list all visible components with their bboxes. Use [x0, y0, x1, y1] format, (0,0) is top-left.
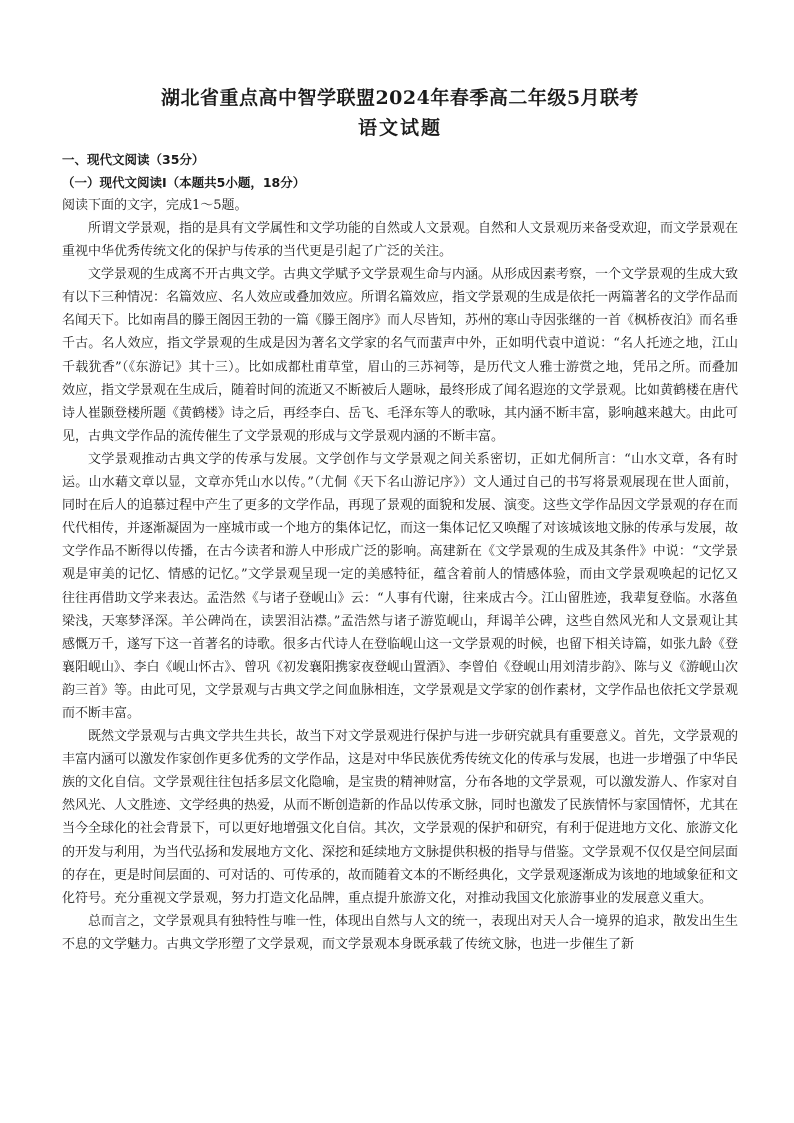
paragraph-2: 文学景观的生成离不开古典文学。古典文学赋予文学景观生命与内涵。从形成因素考察，一个文学景观的生成大致有以下三种情况：名篇效应、名人效应或叠加效应。所谓名篇效应，指文学景观的生成是依托一两篇著名的文学作品而名闻天下。比如南昌的滕王阁因王勃的一篇《滕王阁序》而人尽皆知，苏州的寒山寺因张继的一首《枫桥夜泊》而名垂千古。名人效应，指文学景观的生成是因为著名文学家的名气而蜚声中外，正如明代袁中道说：“名人托迹之地，江山千载犹香”（《东游记》其十三）。比如成都杜甫草堂，眉山的三苏祠等，是历代文人雅士游赏之地，凭吊之所。而叠加效应，指文学景观在生成后，随着时间的流逝又不断被后人题咏，最终形成了闻名遐迩的文学景观。比如黄鹤楼在唐代诗人崔颢登楼所题《黄鹤楼》诗之后，再经李白、岳飞、毛泽东等人的歌咏，其内涵不断丰富，影响越来越大。由此可见，古典文学作品的流传催生了文学景观的形成与文学景观内涵的不断丰富。	[62, 267, 739, 444]
exam-subject: 语文试题	[357, 117, 442, 139]
paragraph-3: 文学景观推动古典文学的传承与发展。文学创作与文学景观之间关系密切，正如尤侗所言：“山水文章，各有时运。山水藉文章以显，文章亦凭山水以传。”（尤侗《天下名山游记序》）文人通过自己的书写将景观展现在世人面前，同时在后人的追慕过程中产生了更多的文学作品，再现了景观的面貌和发展、演变。这些文学作品因文学景观的存在而代代相传，并逐渐凝固为一座城市或一个地方的集体记忆，而这一集体记忆又唤醒了对该城该地文脉的传承与发展，故文学作品不断得以传播，在古今读者和游人中形成广泛的影响。高建新在《文学景观的生成及其条件》中说：“文学景观是审美的记忆、情感的记忆。”文学景观呈现一定的美感特征，蕴含着前人的情感体验，而由文学景观唤起的记忆又往往再借助文学来表达。孟浩然《与诸子登岘山》云：“人事有代谢，往来成古今。江山留胜迹，我辈复登临。水落鱼梁浅，天寒梦泽深。羊公碑尚在，读罢泪沾襟。”孟浩然与诸子游览岘山，拜谒羊公碑，这些自然风光和人文景观让其感慨万千，遂写下这一首著名的诗歌。很多古代诗人在登临岘山这一文学景观的时候，也留下相关诗篇，如张九龄《登襄阳岘山》、李白《岘山怀古》、曾巩《初发襄阳携家夜登岘山置酒》、李曾伯《登岘山用刘清步韵》、陈与义《游岘山次韵三首》等。由此可见，文学景观与古典文学之间血脉相连，文学景观是文学家的创作素材，文学作品也依托文学景观而不断丰富。	[62, 451, 739, 721]
exam-title: 湖北省重点高中智学联盟2024年春季高二年级5月联考	[160, 87, 640, 109]
paragraph-4: 既然文学景观与古典文学共生共长，故当下对文学景观进行保护与进一步研究就具有重要意义。首先，文学景观的丰富内涵可以激发作家创作更多优秀的文学作品，这是对中华民族优秀传统文化的传承与发展，也进一步增强了中华民族的文化自信。文学景观往往包括多层文化隐喻，是宝贵的精神财富，分布各地的文学景观，可以激发游人、作家对自然风光、人文胜迹、文学经典的热爱，从而不断创造新的作品以传承文脉，同时也激发了民族情怀与家国情怀，尤其在当今全球化的社会背景下，可以更好地增强文化自信。其次，文学景观的保护和研究，有利于促进地方文化、旅游文化的开发与利用，为当代弘扬和发展地方文化、深挖和延续地方文脉提供积极的指导与借鉴。文学景观不仅仅是空间层面的存在，更是时间层面的、可对话的、可传承的，故而随着文本的不断经典化，文学景观逐渐成为该地的地域象征和文化符号。充分重视文学景观，努力打造文化品牌，重点提升旅游文化，对推动我国文化旅游事业的发展意义重大。	[62, 729, 739, 906]
section-heading: 一、现代文阅读（35分）	[62, 152, 205, 167]
subsection-heading: （一）现代文阅读Ⅰ（本题共5小题，18分）	[62, 175, 306, 190]
paragraph-5: 总而言之，文学景观具有独特性与唯一性，体现出自然与人文的统一，表现出对天人合一境界的追求，散发出生生不息的文学魅力。古典文学形塑了文学景观，而文学景观本身既承载了传统文脉，也进一步催生了新	[62, 913, 739, 952]
reading-instruction: 阅读下面的文字，完成1～5题。	[62, 198, 248, 213]
paragraph-1: 所谓文学景观，指的是具有文学属性和文学功能的自然或人文景观。自然和人文景观历来备受欢迎，而文学景观在重视中华优秀传统文化的保护与传承的当代更是引起了广泛的关注。	[62, 221, 739, 260]
